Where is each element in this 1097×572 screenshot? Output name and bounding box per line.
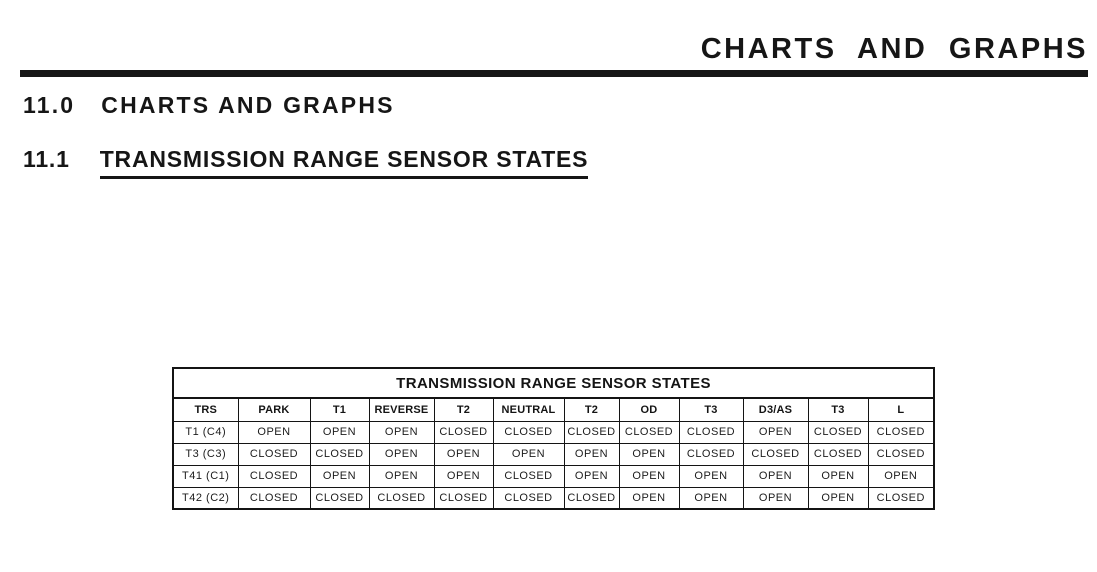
state-cell: OPEN <box>808 465 868 487</box>
state-cell: OPEN <box>493 443 564 465</box>
section-heading-11-1 <box>23 146 588 179</box>
column-header: L <box>868 398 934 421</box>
header-rule <box>20 70 1088 77</box>
state-cell: OPEN <box>808 487 868 509</box>
state-cell: OPEN <box>310 421 369 443</box>
trs-states-table <box>172 367 935 510</box>
state-cell: CLOSED <box>619 421 679 443</box>
state-cell: CLOSED <box>310 443 369 465</box>
state-cell: OPEN <box>868 465 934 487</box>
state-cell: CLOSED <box>238 487 310 509</box>
column-header: D3/AS <box>743 398 808 421</box>
table-row <box>173 421 934 443</box>
state-cell: OPEN <box>238 421 310 443</box>
state-cell: OPEN <box>679 465 743 487</box>
state-cell: OPEN <box>564 465 619 487</box>
state-cell: OPEN <box>743 421 808 443</box>
state-cell: OPEN <box>369 465 434 487</box>
state-cell: OPEN <box>743 465 808 487</box>
section-title-11-0: CHARTS AND GRAPHS <box>101 92 395 118</box>
state-cell: CLOSED <box>434 421 493 443</box>
row-label: T3 (C3) <box>173 443 238 465</box>
row-label: T1 (C4) <box>173 421 238 443</box>
state-cell: CLOSED <box>743 443 808 465</box>
table-title: TRANSMISSION RANGE SENSOR STATES <box>173 368 934 398</box>
table-header-row <box>173 398 934 421</box>
state-cell: CLOSED <box>868 421 934 443</box>
column-header: REVERSE <box>369 398 434 421</box>
state-cell: OPEN <box>434 465 493 487</box>
state-cell: OPEN <box>619 443 679 465</box>
state-cell: CLOSED <box>564 487 619 509</box>
column-header: T3 <box>808 398 868 421</box>
section-number-11-0: 11.0 <box>23 92 76 118</box>
row-label: T41 (C1) <box>173 465 238 487</box>
state-cell: CLOSED <box>238 443 310 465</box>
table-row <box>173 465 934 487</box>
column-header: TRS <box>173 398 238 421</box>
row-label: T42 (C2) <box>173 487 238 509</box>
state-cell: CLOSED <box>808 421 868 443</box>
state-cell: CLOSED <box>369 487 434 509</box>
column-header: PARK <box>238 398 310 421</box>
column-header: T2 <box>564 398 619 421</box>
state-cell: CLOSED <box>564 421 619 443</box>
state-cell: CLOSED <box>434 487 493 509</box>
column-header: T1 <box>310 398 369 421</box>
state-cell: OPEN <box>619 465 679 487</box>
state-cell: CLOSED <box>310 487 369 509</box>
state-cell: CLOSED <box>238 465 310 487</box>
state-cell: CLOSED <box>493 421 564 443</box>
state-cell: OPEN <box>369 443 434 465</box>
state-cell: OPEN <box>679 487 743 509</box>
state-cell: CLOSED <box>868 443 934 465</box>
column-header: T3 <box>679 398 743 421</box>
state-cell: OPEN <box>619 487 679 509</box>
column-header: NEUTRAL <box>493 398 564 421</box>
state-cell: CLOSED <box>808 443 868 465</box>
table-title-row <box>173 368 934 398</box>
state-cell: CLOSED <box>868 487 934 509</box>
section-heading-11-0 <box>23 92 395 119</box>
section-title-11-1: TRANSMISSION RANGE SENSOR STATES <box>100 146 589 179</box>
state-cell: OPEN <box>564 443 619 465</box>
state-cell: CLOSED <box>679 421 743 443</box>
state-cell: CLOSED <box>493 487 564 509</box>
state-cell: CLOSED <box>493 465 564 487</box>
state-cell: OPEN <box>743 487 808 509</box>
state-cell: OPEN <box>369 421 434 443</box>
running-header-title: CHARTS AND GRAPHS <box>700 33 1088 65</box>
state-cell: OPEN <box>310 465 369 487</box>
section-number-11-1: 11.1 <box>23 146 70 172</box>
table-row <box>173 487 934 509</box>
column-header: OD <box>619 398 679 421</box>
column-header: T2 <box>434 398 493 421</box>
state-cell: OPEN <box>434 443 493 465</box>
table-row <box>173 443 934 465</box>
state-cell: CLOSED <box>679 443 743 465</box>
